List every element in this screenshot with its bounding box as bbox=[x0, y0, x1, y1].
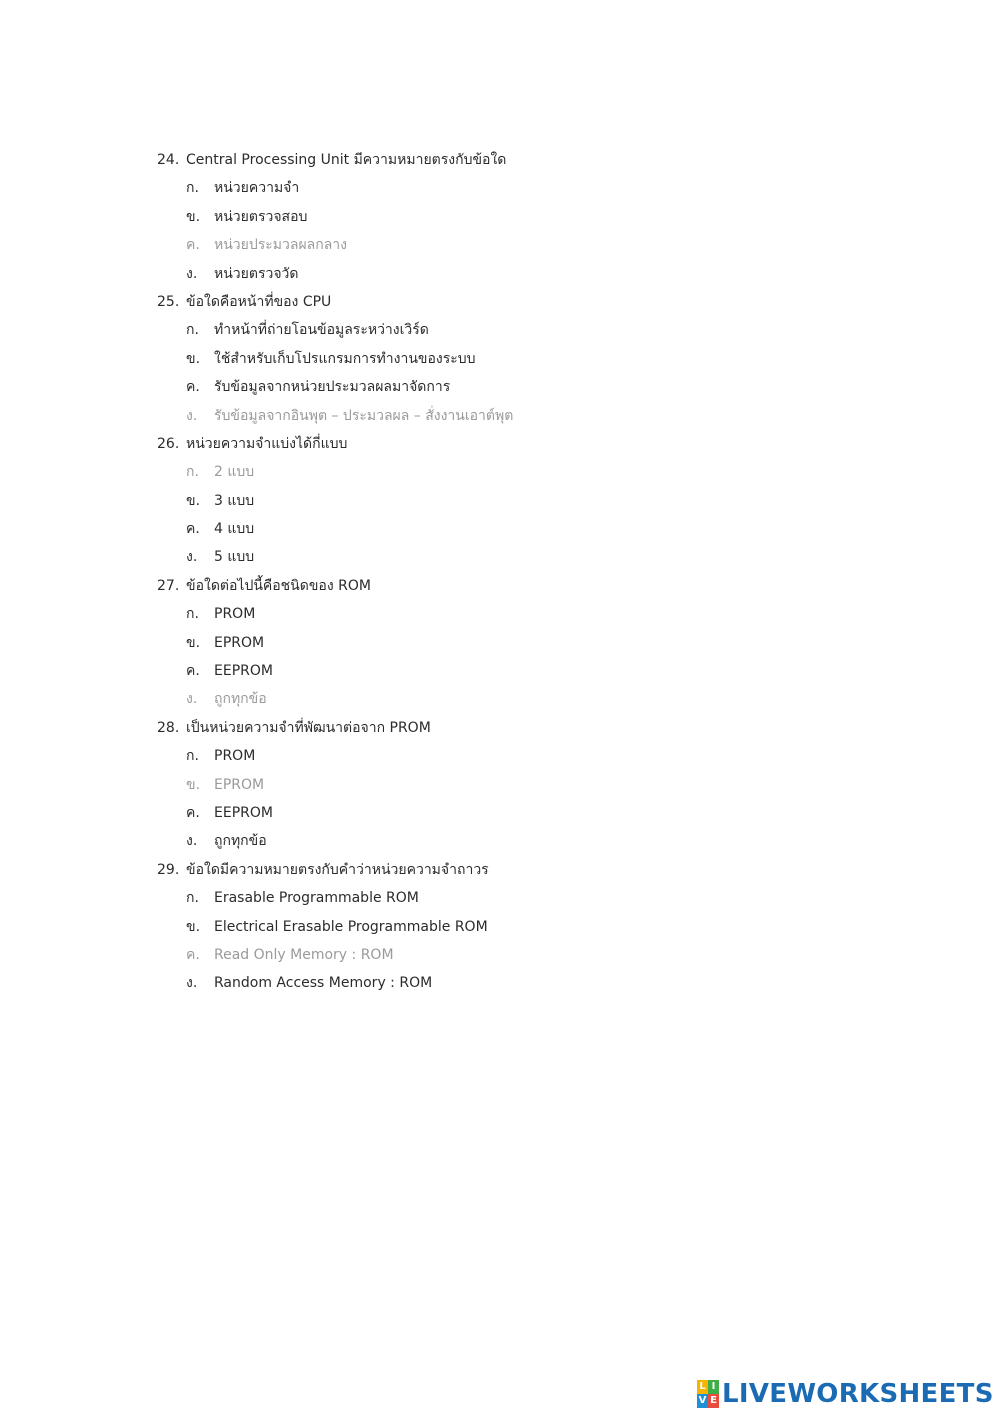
option-d bbox=[157, 260, 857, 288]
option-c bbox=[157, 941, 857, 969]
option-letter: ง. bbox=[186, 833, 198, 850]
question-number: 25. bbox=[157, 293, 180, 310]
option-a bbox=[157, 742, 857, 770]
option-text: EEPROM bbox=[214, 663, 273, 680]
option-c bbox=[157, 515, 857, 543]
question-line bbox=[157, 856, 857, 884]
option-text: PROM bbox=[214, 606, 256, 623]
option-a bbox=[157, 174, 857, 202]
option-text: PROM bbox=[214, 748, 256, 765]
option-b bbox=[157, 629, 857, 657]
option-letter: ง. bbox=[186, 691, 198, 708]
option-letter: ก. bbox=[186, 748, 199, 765]
brand-text: LIVEWORKSHEETS bbox=[722, 1379, 994, 1409]
logo-letter: V bbox=[698, 1395, 707, 1406]
option-letter: ก. bbox=[186, 606, 199, 623]
question-line bbox=[157, 714, 857, 742]
option-letter: ข. bbox=[186, 918, 201, 935]
option-text: หน่วยความจำ bbox=[214, 180, 300, 197]
option-b bbox=[157, 771, 857, 799]
question-29 bbox=[157, 856, 857, 998]
question-28 bbox=[157, 714, 857, 856]
question-number: 27. bbox=[157, 577, 180, 594]
option-a bbox=[157, 884, 857, 912]
question-text: เป็นหน่วยความจำที่พัฒนาต่อจาก PROM bbox=[186, 719, 431, 736]
option-letter: ก. bbox=[186, 464, 199, 481]
option-letter: ค. bbox=[186, 237, 200, 254]
option-b bbox=[157, 487, 857, 515]
question-25 bbox=[157, 288, 857, 430]
question-text: ข้อใดคือหน้าที่ของ CPU bbox=[186, 293, 332, 310]
option-text: หน่วยตรวจวัด bbox=[214, 265, 299, 282]
option-letter: ข. bbox=[186, 350, 201, 367]
option-d bbox=[157, 402, 857, 430]
option-b bbox=[157, 203, 857, 231]
option-text: EPROM bbox=[214, 776, 265, 793]
option-text: ถูกทุกข้อ bbox=[214, 833, 267, 850]
option-c bbox=[157, 657, 857, 685]
question-number: 24. bbox=[157, 152, 180, 168]
option-d bbox=[157, 827, 857, 855]
question-24 bbox=[157, 146, 857, 288]
option-text: 3 แบบ bbox=[214, 492, 255, 509]
option-text: ถูกทุกข้อ bbox=[214, 691, 267, 708]
option-a bbox=[157, 458, 857, 486]
option-letter: ข. bbox=[186, 208, 201, 225]
question-line bbox=[157, 430, 857, 458]
option-a bbox=[157, 316, 857, 344]
option-letter: ข. bbox=[186, 634, 201, 651]
question-line bbox=[157, 146, 857, 174]
logo-letter: I bbox=[708, 1380, 719, 1394]
option-b bbox=[157, 913, 857, 941]
question-text: ข้อใดต่อไปนี้คือชนิดของ ROM bbox=[186, 577, 371, 594]
option-text: EPROM bbox=[214, 634, 265, 651]
option-letter: ค. bbox=[186, 379, 200, 396]
question-26 bbox=[157, 430, 857, 572]
option-text: 4 แบบ bbox=[214, 521, 255, 538]
option-c bbox=[157, 799, 857, 827]
quiz-list bbox=[157, 146, 857, 998]
option-letter: ง. bbox=[186, 407, 198, 424]
option-letter: ค. bbox=[186, 804, 200, 821]
option-letter: ค. bbox=[186, 521, 200, 538]
option-letter: ง. bbox=[186, 265, 198, 282]
option-letter: ค. bbox=[186, 663, 200, 680]
option-d bbox=[157, 969, 857, 997]
option-a bbox=[157, 600, 857, 628]
question-27 bbox=[157, 572, 857, 714]
option-letter: ข. bbox=[186, 492, 201, 509]
liveworksheets-logo-icon bbox=[697, 1380, 719, 1408]
option-b bbox=[157, 345, 857, 373]
question-number: 28. bbox=[157, 719, 180, 736]
option-letter: ก. bbox=[186, 890, 199, 907]
option-letter: ก. bbox=[186, 322, 199, 339]
question-number: 26. bbox=[157, 435, 180, 452]
question-number: 29. bbox=[157, 861, 180, 878]
option-text: Read Only Memory : ROM bbox=[214, 946, 394, 963]
question-text: ข้อใดมีความหมายตรงกับคำว่าหน่วยความจำถาวร bbox=[186, 861, 489, 878]
option-letter: ข. bbox=[186, 776, 201, 793]
option-text: EEPROM bbox=[214, 804, 273, 821]
question-line bbox=[157, 288, 857, 316]
option-d bbox=[157, 685, 857, 713]
option-d bbox=[157, 543, 857, 571]
option-letter: ก. bbox=[186, 180, 199, 197]
option-text: Electrical Erasable Programmable ROM bbox=[214, 918, 488, 935]
option-text: ทำหน้าที่ถ่ายโอนข้อมูลระหว่างเวิร์ด bbox=[214, 322, 429, 339]
option-letter: ง. bbox=[186, 549, 198, 566]
option-letter: ง. bbox=[186, 975, 198, 992]
option-text: Random Access Memory : ROM bbox=[214, 975, 433, 992]
question-text: หน่วยความจำแบ่งได้กี่แบบ bbox=[186, 435, 348, 452]
option-text: รับข้อมูลจากอินพุต – ประมวลผล – สั่งงานเอาต์พุต bbox=[214, 407, 514, 424]
option-text: 2 แบบ bbox=[214, 464, 255, 481]
option-c bbox=[157, 373, 857, 401]
option-text: Erasable Programmable ROM bbox=[214, 890, 419, 907]
logo-letter: L bbox=[697, 1380, 708, 1394]
liveworksheets-brand bbox=[697, 1377, 994, 1411]
logo-letter: E bbox=[708, 1394, 719, 1408]
question-text: Central Processing Unit มีความหมายตรงกับข้อใด bbox=[186, 152, 507, 168]
option-text: หน่วยตรวจสอบ bbox=[214, 208, 308, 225]
option-text: ใช้สำหรับเก็บโปรแกรมการทำงานของระบบ bbox=[214, 350, 476, 367]
option-text: หน่วยประมวลผลกลาง bbox=[214, 237, 347, 254]
option-text: 5 แบบ bbox=[214, 549, 255, 566]
option-c bbox=[157, 231, 857, 259]
option-text: รับข้อมูลจากหน่วยประมวลผลมาจัดการ bbox=[214, 379, 451, 396]
question-line bbox=[157, 572, 857, 600]
option-letter: ค. bbox=[186, 946, 200, 963]
